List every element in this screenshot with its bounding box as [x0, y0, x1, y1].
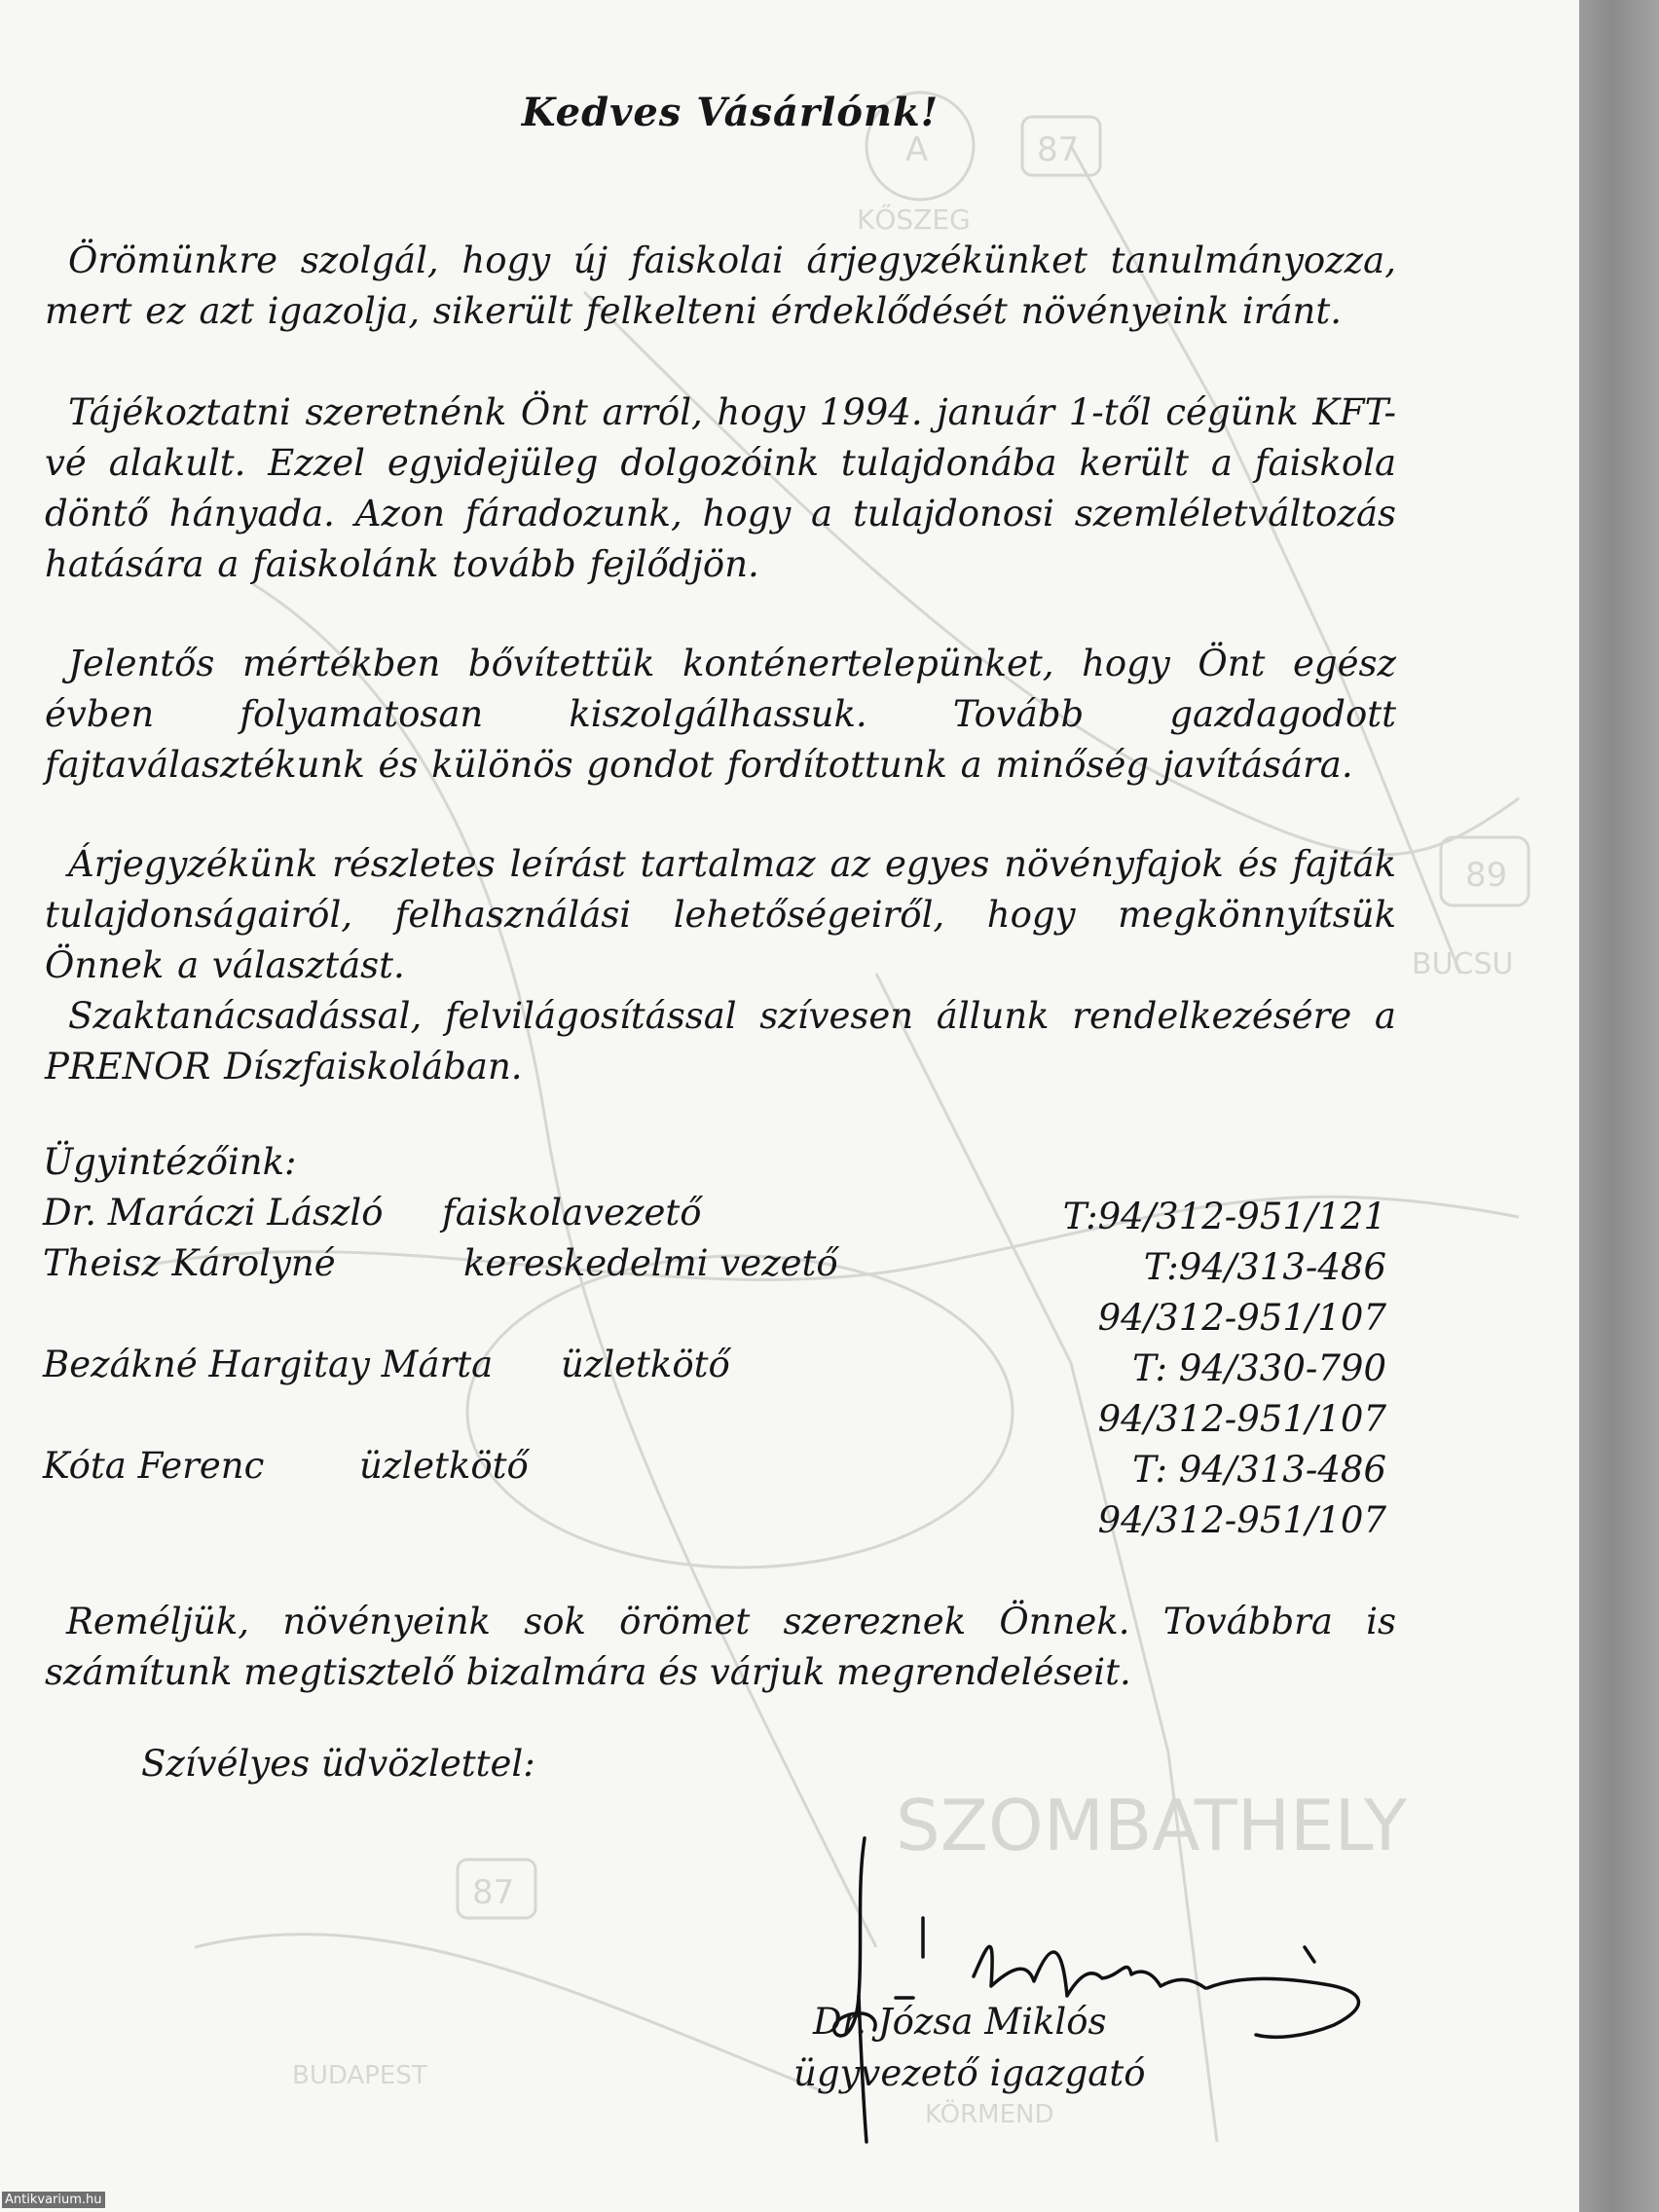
map-city-label: SZOMBATHELY — [896, 1785, 1408, 1866]
contact-phone: T: 94/313-486 — [1132, 1449, 1386, 1491]
contact-name: Dr. Maráczi László — [43, 1192, 384, 1234]
contact-phones — [1098, 1445, 1386, 1546]
handwritten-signature — [818, 1830, 1402, 2152]
contact-row — [43, 1445, 1386, 1541]
letter-paragraph: Jelentős mértékben bővítettük konténertelepünket, hogy Önt egész évben folyamatosan kiszolgálhassuk. Tovább gazdagodott fajtaválasztékunk és különös gondot fordítottunk a minőség javítására. — [45, 643, 1396, 786]
contact-role: üzletkötő — [561, 1344, 730, 1385]
map-place-label: BUCSU — [1412, 947, 1514, 981]
contact-role: kereskedelmi vezető — [463, 1242, 838, 1284]
greeting: Szívélyes üdvözlettel: — [141, 1743, 535, 1785]
map-road-number: 87 — [1037, 130, 1080, 169]
contact-name: Theisz Károlyné — [43, 1242, 336, 1284]
letter-title: Kedves Vásárlónk! — [521, 90, 940, 135]
contact-phones — [1063, 1192, 1386, 1242]
contact-phone: T:94/312-951/121 — [1062, 1196, 1386, 1237]
contact-name: Bezákné Hargitay Márta — [43, 1344, 494, 1385]
source-watermark-label: Antikvarium.hu — [2, 2192, 105, 2208]
map-place-label: BUDAPEST — [292, 2061, 427, 2090]
contact-phone: T: 94/330-790 — [1132, 1347, 1386, 1389]
contact-phone: T:94/313-486 — [1143, 1246, 1386, 1288]
contact-phone: 94/312-951/107 — [1097, 1499, 1386, 1541]
map-place-label: KÖRMEND — [925, 2100, 1054, 2129]
contact-row — [43, 1242, 1386, 1339]
signer-title: ügyvezető igazgató — [793, 2052, 1146, 2094]
contact-role: üzletkötő — [359, 1445, 529, 1487]
signer-name: Dr. Józsa Miklós — [813, 2001, 1107, 2043]
contacts-heading: Ügyintézőink: — [43, 1141, 297, 1183]
contact-phone: 94/312-951/107 — [1097, 1398, 1386, 1440]
map-place-label: KŐSZEG — [857, 203, 971, 236]
contact-row — [43, 1344, 1386, 1440]
contact-role: faiskolavezető — [442, 1192, 702, 1234]
contact-phones — [1098, 1242, 1386, 1344]
map-road-letter: A — [905, 130, 929, 169]
page-edge — [1579, 0, 1659, 2212]
contact-name: Kóta Ferenc — [43, 1445, 265, 1487]
map-road-number: 87 — [472, 1873, 515, 1912]
letter-paragraph: Tájékoztatni szeretnénk Önt arról, hogy 1994. január 1-től cégünk KFT-vé alakult. Ezzel egyidejüleg dolgozóink tulajdonába került a faiskola döntő hányada. Azon fáradozunk, hogy a tulajdonosi szemléletváltozás hatására a faiskolánk tovább fejlődjön. — [45, 391, 1396, 585]
letter-paragraph: Árjegyzékünk részletes leírást tartalmaz az egyes növényfajok és fajták tulajdonságairól, felhasználási lehetőségeiről, hogy megkönnyítsük Önnek a választást. — [45, 843, 1396, 986]
contact-row — [43, 1192, 1386, 1242]
closing-paragraph: Reméljük, növényeink sok örömet szereznek Önnek. Továbbra is számítunk megtisztelő bizalmára és várjuk megrendeléseit. — [45, 1601, 1396, 1693]
contact-phones — [1098, 1344, 1386, 1445]
contact-phone: 94/312-951/107 — [1097, 1297, 1386, 1339]
map-road-number: 89 — [1465, 856, 1508, 895]
letter-paragraph: Örömünkre szolgál, hogy új faiskolai árjegyzékünket tanulmányozza, mert ez azt igazolja, sikerült felkelteni érdeklődését növényeink iránt. — [45, 240, 1396, 332]
letter-paragraph: Szaktanácsadással, felvilágosítással szívesen állunk rendelkezésére a PRENOR Díszfaiskolában. — [45, 995, 1396, 1088]
